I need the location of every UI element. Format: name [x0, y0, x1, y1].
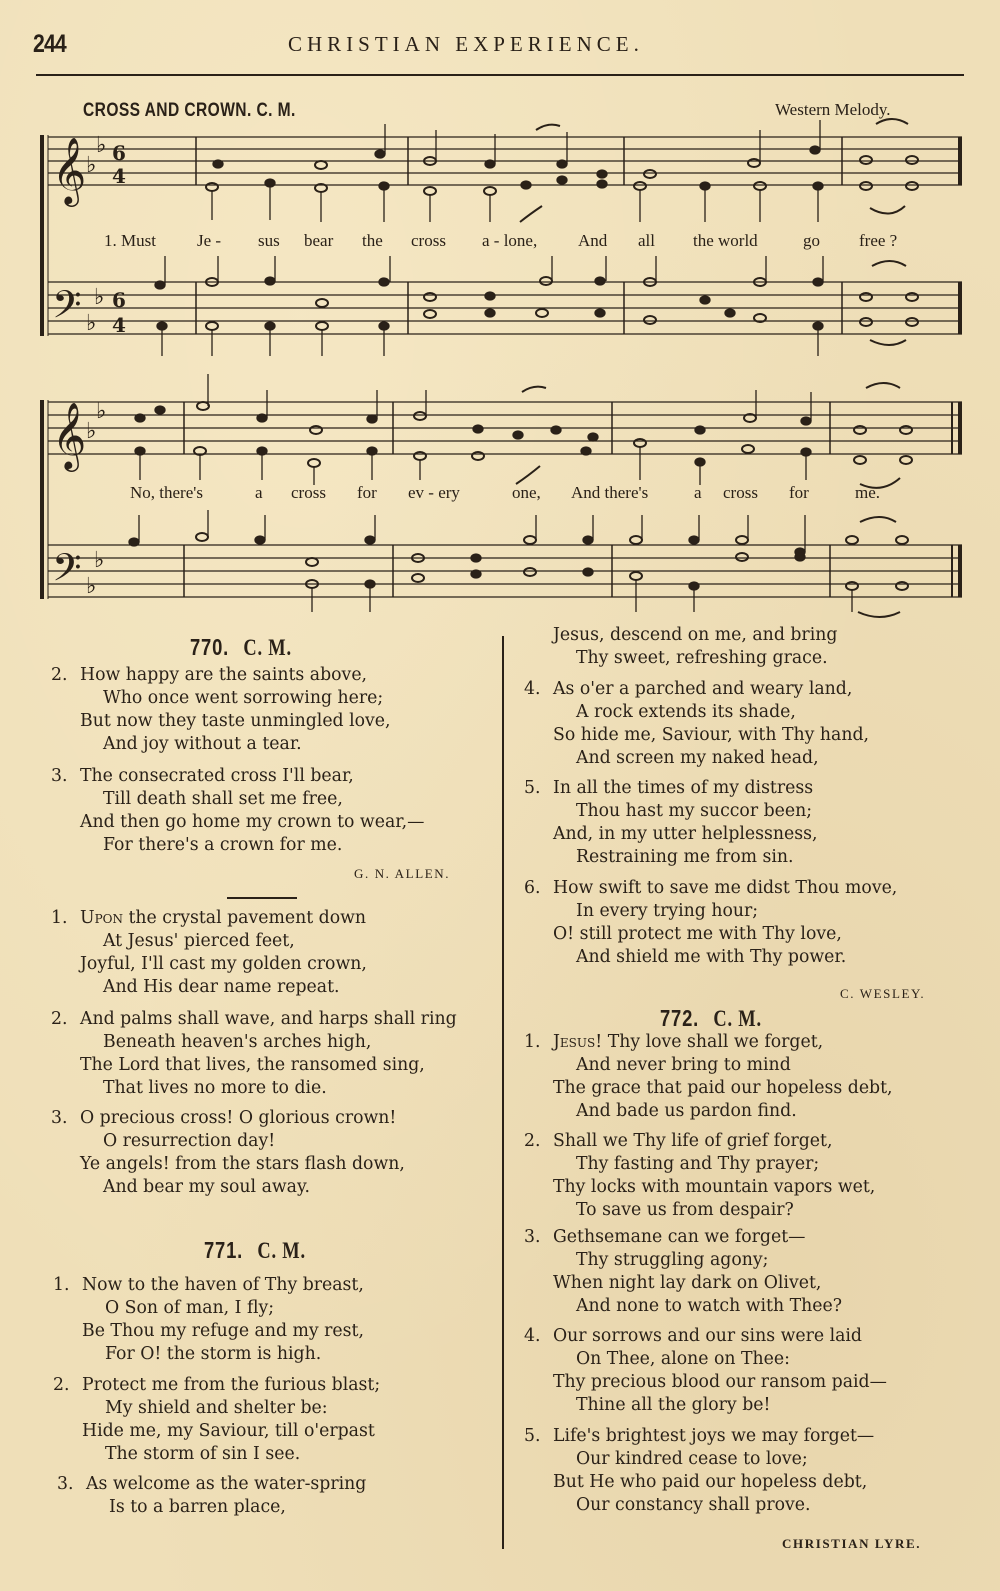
hymn-author: G. N. ALLEN. [354, 866, 451, 881]
tune-lyric: the [362, 231, 383, 250]
tune-lyric: go [803, 231, 820, 250]
svg-text:♭: ♭ [94, 285, 105, 310]
svg-text:♭: ♭ [96, 399, 107, 424]
hymn-author: C. WESLEY. [840, 986, 926, 1001]
stanza: 2. And palms shall wave, and harps shall ring Beneath heaven's arches high, The Lord that lives, the ransomed sing, That lives no more to die. [51, 1009, 457, 1098]
stanza: 5. Life's brightest joys we may forget— Our kindred cease to love; But He who paid our hopeless debt, Our constancy shall prove. [524, 1426, 875, 1515]
svg-text:6: 6 [112, 141, 126, 165]
stanza: 5. In all the times of my distress Thou hast my succor been; And, in my utter helplessness, Restraining me from sin. [524, 778, 818, 867]
stanza: 3. Gethsemane can we forget— Thy struggling agony; When night lay dark on Olivet, And none to watch with Thee? [524, 1227, 842, 1316]
svg-text:4: 4 [112, 313, 126, 337]
running-title: CHRISTIAN EXPERIENCE. [288, 32, 644, 56]
hymn-meter: C. M. [243, 635, 292, 660]
hymn-number: 771. [204, 1237, 244, 1263]
svg-text:♭: ♭ [86, 419, 97, 444]
tune-lyric: Je - [197, 231, 222, 250]
tune-composer: Western Melody. [775, 100, 891, 119]
tune-lyric: ev - ery [408, 483, 460, 502]
stanza: 2. Protect me from the furious blast; My shield and shelter be: Hide me, my Saviour, till o'erpast The storm of sin I see. [53, 1375, 381, 1464]
tune-lyric: 1. Must [104, 231, 156, 250]
svg-text:♭: ♭ [86, 311, 97, 336]
svg-text:𝄞: 𝄞 [52, 401, 87, 469]
tune-lyric: cross [411, 231, 446, 250]
tune-lyric: me. [855, 483, 881, 502]
stanza: 3. O precious cross! O glorious crown! O resurrection day! Ye angels! from the stars flash down, And bear my soul away. [51, 1108, 405, 1197]
tune-lyric: And [578, 231, 608, 250]
tune-lyric: a - lone, [482, 231, 538, 250]
tune-lyric: And there's [571, 483, 649, 502]
column-divider [502, 636, 504, 1549]
stanza: 4. Our sorrows and our sins were laid On Thee, alone on Thee: Thy precious blood our ransom paid— Thine all the glory be! [524, 1326, 887, 1415]
svg-text:𝄢: 𝄢 [52, 282, 82, 336]
tune-lyric: free ? [859, 231, 898, 250]
svg-text:♭: ♭ [86, 153, 97, 178]
hymn-meter: C. M. [257, 1238, 306, 1263]
tune-title: CROSS AND CROWN. C. M. [83, 100, 296, 121]
tune-lyric: a [694, 483, 702, 502]
svg-text:♭: ♭ [96, 133, 107, 158]
tune-lyric: No, there's [130, 483, 203, 502]
treble-staff-1 [48, 137, 962, 185]
music-score-icon [0, 0, 1000, 620]
svg-text:𝄢: 𝄢 [52, 545, 82, 599]
tune-lyric: bear [304, 231, 334, 250]
tune-lyric: all [638, 231, 655, 250]
stanza-continued: Jesus, descend on me, and bring Thy sweet, refreshing grace. [553, 625, 838, 668]
hymn-number: 770. [190, 634, 230, 660]
svg-text:4: 4 [112, 164, 126, 188]
tune-lyric: one, [512, 483, 541, 502]
svg-text:6: 6 [112, 288, 126, 312]
hymn-heading-771 [204, 1237, 306, 1264]
page-number: 244 [33, 30, 66, 58]
stanza: 1. Upon the crystal pavement down At Jesus' pierced feet, Joyful, I'll cast my golden crown, And His dear name repeat. [51, 908, 367, 997]
tune-lyric: the world [693, 231, 758, 250]
tune-lyric: a [255, 483, 263, 502]
hymn-number: 772. [660, 1005, 700, 1031]
tune-lyric: cross [291, 483, 326, 502]
stanza: 2. Shall we Thy life of grief forget, Thy fasting and Thy prayer; Thy locks with mountain vapors wet, To save us from despair? [524, 1131, 876, 1220]
svg-text:♭: ♭ [86, 574, 97, 599]
tune-lyric: for [789, 483, 809, 502]
stanza: 2. How happy are the saints above, Who once went sorrowing here; But now they taste unmingled love, And joy without a tear. [51, 665, 391, 754]
hymn-heading-770 [190, 634, 292, 661]
tune-lyric: sus [258, 231, 280, 250]
section-rule [227, 897, 297, 899]
stanza: 3. As welcome as the water-spring Is to a barren place, [57, 1474, 367, 1517]
stanza: 3. The consecrated cross I'll bear, Till death shall set me free, And then go home my crown to wear,— For there's a crown for me. [51, 766, 425, 855]
stanza: 6. How swift to save me didst Thou move, In every trying hour; O! still protect me with Thy love, And shield me with Thy power. [524, 878, 898, 967]
hymn-meter: C. M. [713, 1006, 762, 1031]
stanza: 4. As o'er a parched and weary land, A rock extends its shade, So hide me, Saviour, with Thy hand, And screen my naked head, [524, 679, 870, 768]
tune-lyric: for [357, 483, 377, 502]
svg-text:𝄞: 𝄞 [52, 136, 87, 204]
svg-text:♭: ♭ [94, 548, 105, 573]
stanza: 1. Jesus! Thy love shall we forget, And never bring to mind The grace that paid our hopeless debt, And bade us pardon find. [524, 1032, 893, 1121]
tune-lyric: cross [723, 483, 758, 502]
hymn-heading-772 [660, 1005, 762, 1032]
hymn-author: CHRISTIAN LYRE. [782, 1536, 922, 1551]
stanza: 1. Now to the haven of Thy breast, O Son of man, I fly; Be Thou my refuge and my rest, For O! the storm is high. [53, 1275, 364, 1364]
